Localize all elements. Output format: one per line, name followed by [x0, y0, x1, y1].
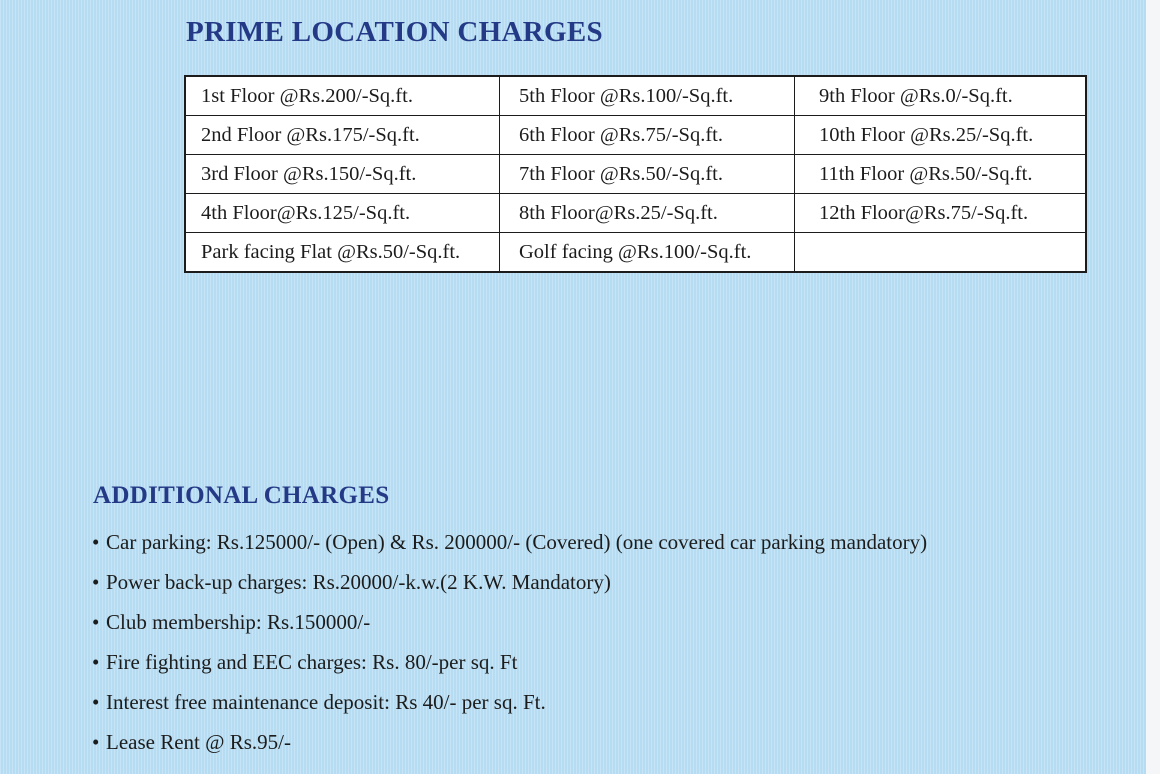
list-item — [92, 642, 927, 682]
bullet-icon: • — [92, 650, 100, 674]
table-cell: 10th Floor @Rs.25/-Sq.ft. — [795, 116, 1087, 155]
list-item-text: Car parking: Rs.125000/- (Open) & Rs. 200000/- (Covered) (one covered car parking mandatory) — [106, 530, 928, 554]
table-cell: Golf facing @Rs.100/-Sq.ft. — [500, 233, 795, 273]
table-cell: 2nd Floor @Rs.175/-Sq.ft. — [185, 116, 500, 155]
prime-location-table — [184, 75, 1087, 273]
list-item — [92, 602, 927, 642]
table-cell-empty — [795, 233, 1087, 273]
list-item — [92, 522, 927, 562]
table-cell: 11th Floor @Rs.50/-Sq.ft. — [795, 155, 1087, 194]
list-item-text: Lease Rent @ Rs.95/- — [106, 730, 291, 754]
table-row — [185, 233, 1086, 273]
table-cell: 9th Floor @Rs.0/-Sq.ft. — [795, 76, 1087, 116]
table-cell: 3rd Floor @Rs.150/-Sq.ft. — [185, 155, 500, 194]
page-edge — [1146, 0, 1160, 774]
table-cell: 12th Floor@Rs.75/-Sq.ft. — [795, 194, 1087, 233]
table-cell: Park facing Flat @Rs.50/-Sq.ft. — [185, 233, 500, 273]
table-cell: 5th Floor @Rs.100/-Sq.ft. — [500, 76, 795, 116]
bullet-icon: • — [92, 570, 100, 594]
bullet-icon: • — [92, 730, 100, 754]
list-item — [92, 682, 927, 722]
additional-charges-list — [92, 522, 927, 762]
bullet-icon: • — [92, 690, 100, 714]
table-row — [185, 155, 1086, 194]
prime-location-title: PRIME LOCATION CHARGES — [186, 16, 603, 48]
list-item — [92, 722, 927, 762]
table-cell: 4th Floor@Rs.125/-Sq.ft. — [185, 194, 500, 233]
table-row — [185, 76, 1086, 116]
list-item-text: Fire fighting and EEC charges: Rs. 80/-per sq. Ft — [106, 650, 518, 674]
table-row — [185, 194, 1086, 233]
table-cell: 1st Floor @Rs.200/-Sq.ft. — [185, 76, 500, 116]
table-row — [185, 116, 1086, 155]
bullet-icon: • — [92, 530, 100, 554]
table-cell: 7th Floor @Rs.50/-Sq.ft. — [500, 155, 795, 194]
list-item — [92, 562, 927, 602]
table-cell: 6th Floor @Rs.75/-Sq.ft. — [500, 116, 795, 155]
list-item-text: Power back-up charges: Rs.20000/-k.w.(2 K.W. Mandatory) — [106, 570, 611, 594]
bullet-icon: • — [92, 610, 100, 634]
list-item-text: Interest free maintenance deposit: Rs 40/- per sq. Ft. — [106, 690, 546, 714]
list-item-text: Club membership: Rs.150000/- — [106, 610, 371, 634]
table-cell: 8th Floor@Rs.25/-Sq.ft. — [500, 194, 795, 233]
additional-charges-title: ADDITIONAL CHARGES — [93, 482, 390, 509]
